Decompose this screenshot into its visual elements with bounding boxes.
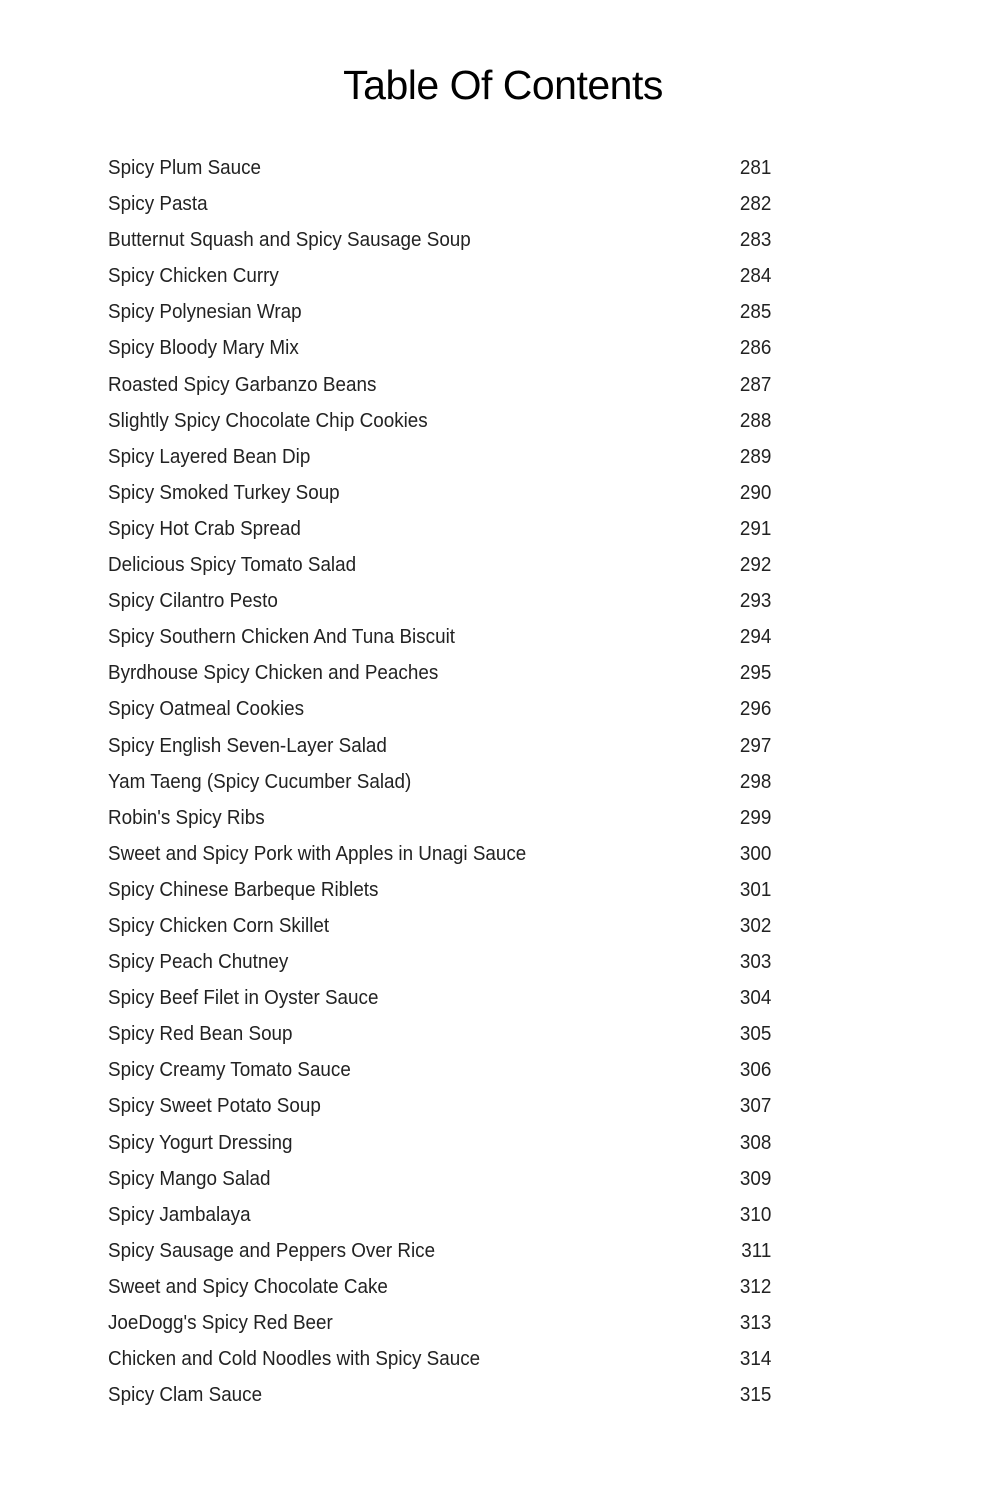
toc-entry[interactable] (108, 583, 771, 619)
toc-entry-title: Spicy Beef Filet in Oyster Sauce (108, 986, 379, 1010)
toc-entry[interactable] (108, 330, 771, 366)
toc-entry[interactable] (108, 1016, 771, 1052)
toc-entry-page: 283 (739, 228, 772, 252)
toc-entry[interactable] (108, 1088, 771, 1124)
toc-entry-page: 288 (739, 408, 772, 432)
toc-entry-page: 308 (739, 1130, 772, 1154)
toc-entry-title: Spicy Plum Sauce (108, 156, 262, 179)
toc-entry-title: Spicy Peach Chutney (108, 950, 289, 974)
toc-entry[interactable] (108, 691, 771, 727)
toc-entry-title: Spicy Yogurt Dressing (108, 1130, 293, 1154)
toc-entry-page: 312 (739, 1274, 772, 1298)
toc-entry-title: Spicy Red Bean Soup (108, 1022, 293, 1046)
toc-entry-title: JoeDogg's Spicy Red Beer (108, 1311, 333, 1334)
toc-entry[interactable] (108, 258, 771, 294)
toc-entry-page: 306 (739, 1058, 772, 1082)
toc-entry-title: Spicy Southern Chicken And Tuna Biscuit (108, 625, 456, 649)
toc-entry-page: 303 (739, 950, 772, 974)
toc-entry[interactable] (108, 475, 771, 511)
toc-entry-title: Yam Taeng (Spicy Cucumber Salad) (108, 769, 412, 793)
toc-entry[interactable] (108, 1052, 771, 1088)
toc-entry-page: 295 (739, 661, 772, 685)
toc-entry-title: Spicy Sausage and Peppers Over Rice (108, 1238, 436, 1262)
toc-entry-page: 305 (739, 1022, 772, 1046)
toc-entry-page: 293 (739, 589, 772, 613)
page-title: Table Of Contents (343, 62, 663, 108)
toc-entry[interactable] (108, 836, 771, 872)
toc-entry-page: 301 (739, 877, 772, 901)
toc-entry[interactable] (108, 186, 771, 222)
toc-entry-page: 309 (739, 1166, 772, 1190)
toc-entry-title: Spicy Creamy Tomato Sauce (108, 1058, 351, 1082)
toc-entry[interactable] (108, 619, 771, 655)
toc-entry[interactable] (108, 944, 771, 980)
toc-entry-page: 304 (739, 986, 772, 1010)
toc-entry-page: 292 (739, 553, 772, 577)
toc-entry[interactable] (108, 511, 771, 547)
toc-entry[interactable] (108, 655, 771, 691)
toc-entry[interactable] (108, 1161, 771, 1197)
toc-entry-page: 310 (739, 1202, 772, 1226)
toc-entry-title: Spicy Bloody Mary Mix (108, 336, 299, 360)
toc-entry[interactable] (108, 728, 771, 764)
toc-entry-page: 297 (739, 733, 772, 757)
toc-entry[interactable] (108, 1377, 771, 1413)
toc-entry-page: 290 (739, 480, 772, 504)
toc-entry-title: Chicken and Cold Noodles with Spicy Sauce (108, 1347, 481, 1371)
toc-entry-title: Spicy Chicken Corn Skillet (108, 913, 330, 937)
toc-entry[interactable] (108, 222, 771, 258)
toc-entry-page: 284 (739, 264, 772, 288)
toc-entry-title: Butternut Squash and Spicy Sausage Soup (108, 228, 471, 252)
toc-entry-page: 300 (739, 841, 772, 865)
toc-entry[interactable] (108, 980, 771, 1016)
toc-entry[interactable] (108, 547, 771, 583)
toc-entry[interactable] (108, 294, 771, 330)
toc-entry-title: Spicy Clam Sauce (108, 1383, 263, 1407)
toc-entry[interactable] (108, 908, 771, 944)
toc-entry-title: Spicy Oatmeal Cookies (108, 697, 305, 721)
toc-entry-page: 285 (739, 300, 772, 324)
toc-entry-title: Spicy Chinese Barbeque Riblets (108, 877, 379, 901)
toc-entry[interactable] (108, 1233, 771, 1269)
toc-entry-title: Sweet and Spicy Pork with Apples in Unagi Sauce (108, 841, 527, 865)
toc-entry[interactable] (108, 403, 771, 439)
toc-entry[interactable] (108, 150, 771, 186)
toc-entry-page: 315 (739, 1383, 772, 1407)
toc-entry[interactable] (108, 1269, 771, 1305)
toc-entry-title: Delicious Spicy Tomato Salad (108, 553, 357, 577)
toc-entry-page: 287 (739, 372, 772, 396)
toc-entry[interactable] (108, 1341, 771, 1377)
toc-entry-title: Spicy English Seven-Layer Salad (108, 733, 387, 757)
toc-entry-title: Spicy Chicken Curry (108, 264, 279, 288)
toc-entry-page: 311 (741, 1238, 772, 1262)
toc-entry[interactable] (108, 800, 771, 836)
toc-entry-title: Spicy Cilantro Pesto (108, 589, 278, 613)
toc-entry-page: 307 (739, 1094, 772, 1118)
toc-entry[interactable] (108, 367, 771, 403)
toc-entry-page: 296 (739, 697, 772, 721)
toc-entry-title: Spicy Pasta (108, 192, 208, 216)
toc-entry-page: 314 (739, 1347, 772, 1371)
toc-entry-title: Robin's Spicy Ribs (108, 805, 265, 829)
toc-entry-page: 313 (739, 1311, 772, 1334)
toc-entry[interactable] (108, 872, 771, 908)
toc-entry-title: Spicy Jambalaya (108, 1202, 251, 1226)
toc-entry-title: Spicy Smoked Turkey Soup (108, 480, 340, 504)
toc-list (108, 150, 772, 1413)
toc-entry-title: Spicy Hot Crab Spread (108, 516, 301, 540)
toc-entry[interactable] (108, 764, 771, 800)
toc-entry-page: 294 (739, 625, 772, 649)
toc-entry-page: 281 (739, 156, 772, 179)
toc-entry-page: 286 (739, 336, 772, 360)
toc-entry-title: Spicy Mango Salad (108, 1166, 271, 1190)
toc-entry[interactable] (108, 1125, 771, 1161)
toc-entry-title: Spicy Polynesian Wrap (108, 300, 302, 324)
toc-entry-page: 298 (739, 769, 772, 793)
toc-entry-title: Slightly Spicy Chocolate Chip Cookies (108, 408, 428, 432)
toc-entry[interactable] (108, 439, 771, 475)
toc-entry-title: Roasted Spicy Garbanzo Beans (108, 372, 377, 396)
toc-entry-page: 299 (739, 805, 772, 829)
toc-entry-title: Sweet and Spicy Chocolate Cake (108, 1274, 388, 1298)
toc-entry-page: 282 (739, 192, 772, 216)
toc-entry-page: 289 (739, 444, 772, 468)
toc-entry[interactable] (108, 1305, 771, 1341)
toc-entry[interactable] (108, 1197, 771, 1233)
toc-entry-title: Byrdhouse Spicy Chicken and Peaches (108, 661, 439, 685)
toc-entry-page: 302 (739, 913, 772, 937)
toc-entry-page: 291 (739, 516, 772, 540)
toc-entry-title: Spicy Sweet Potato Soup (108, 1094, 321, 1118)
toc-entry-title: Spicy Layered Bean Dip (108, 444, 311, 468)
